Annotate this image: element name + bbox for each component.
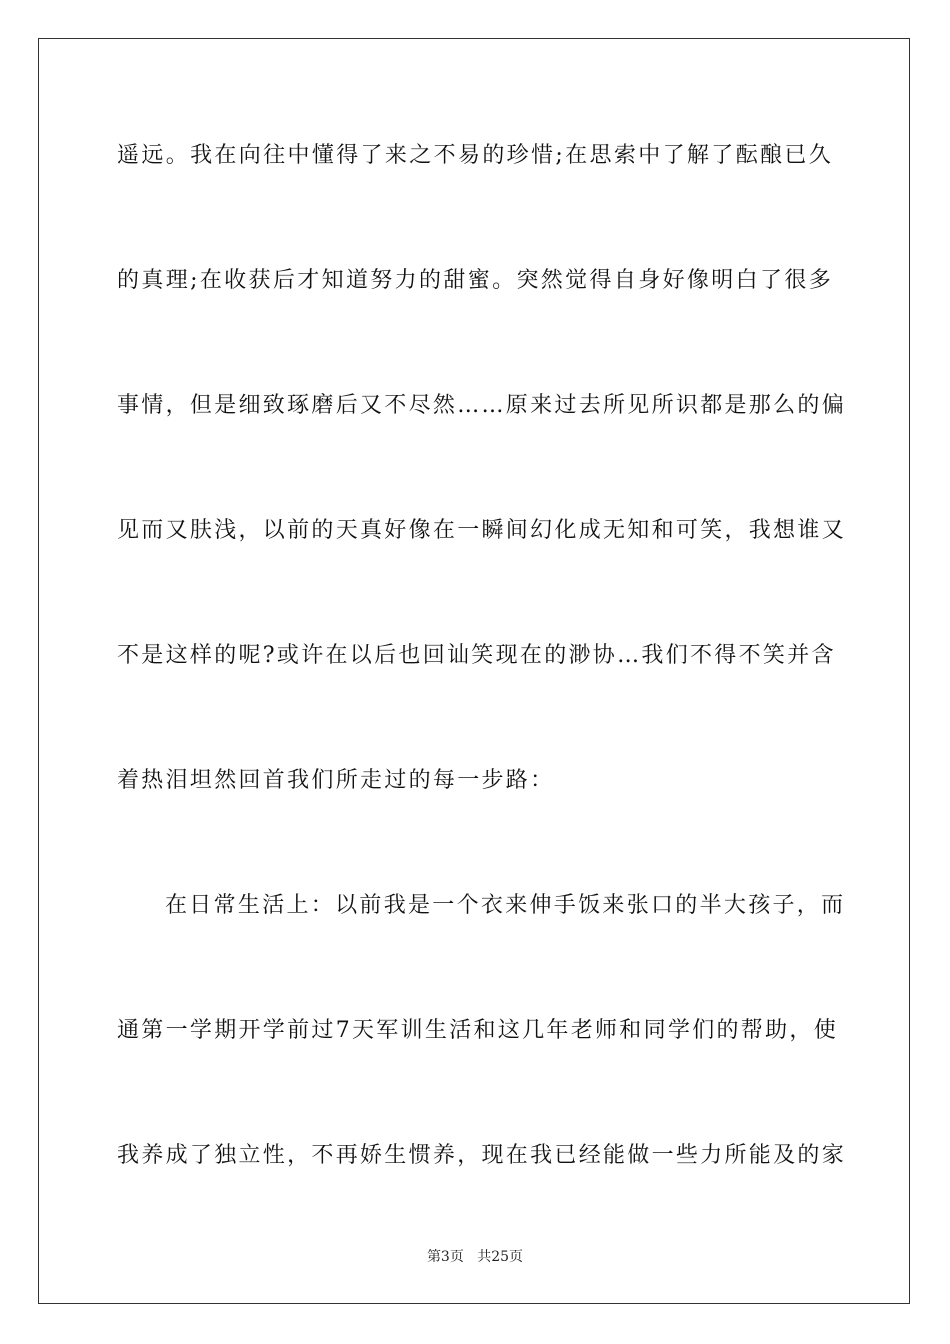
text-line-5: 不是这样的呢?或许在以后也回讪笑现在的渺协…我们不得不笑并含 (117, 643, 836, 668)
text-line-8: 通第一学期开学前过7天军训生活和这几年老师和同学们的帮助，使 (117, 1018, 838, 1043)
page-total: 共25页 (477, 1249, 524, 1265)
page-number: 第3页 (426, 1249, 464, 1265)
text-line-4: 见而又肤浅，以前的天真好像在一瞬间幻化成无知和可笑，我想谁又 (117, 518, 847, 543)
page-frame (38, 38, 910, 1304)
text-line-6: 着热泪坦然回首我们所走过的每一步路： (117, 768, 555, 793)
text-line-2: 的真理;在收获后才知道努力的甜蜜。突然觉得自身好像明白了很多 (117, 268, 833, 293)
text-line-7: 在日常生活上：以前我是一个衣来伸手饭来张口的半大孩子，而 (165, 893, 846, 918)
page-footer (39, 1248, 911, 1266)
text-line-3: 事情，但是细致琢磨后又不尽然……原来过去所见所识都是那么的偏 (117, 393, 847, 418)
text-line-1: 遥远。我在向往中懂得了来之不易的珍惜;在思索中了解了酝酿已久 (117, 143, 833, 168)
text-line-9: 我养成了独立性，不再娇生惯养，现在我已经能做一些力所能及的家 (117, 1143, 847, 1168)
